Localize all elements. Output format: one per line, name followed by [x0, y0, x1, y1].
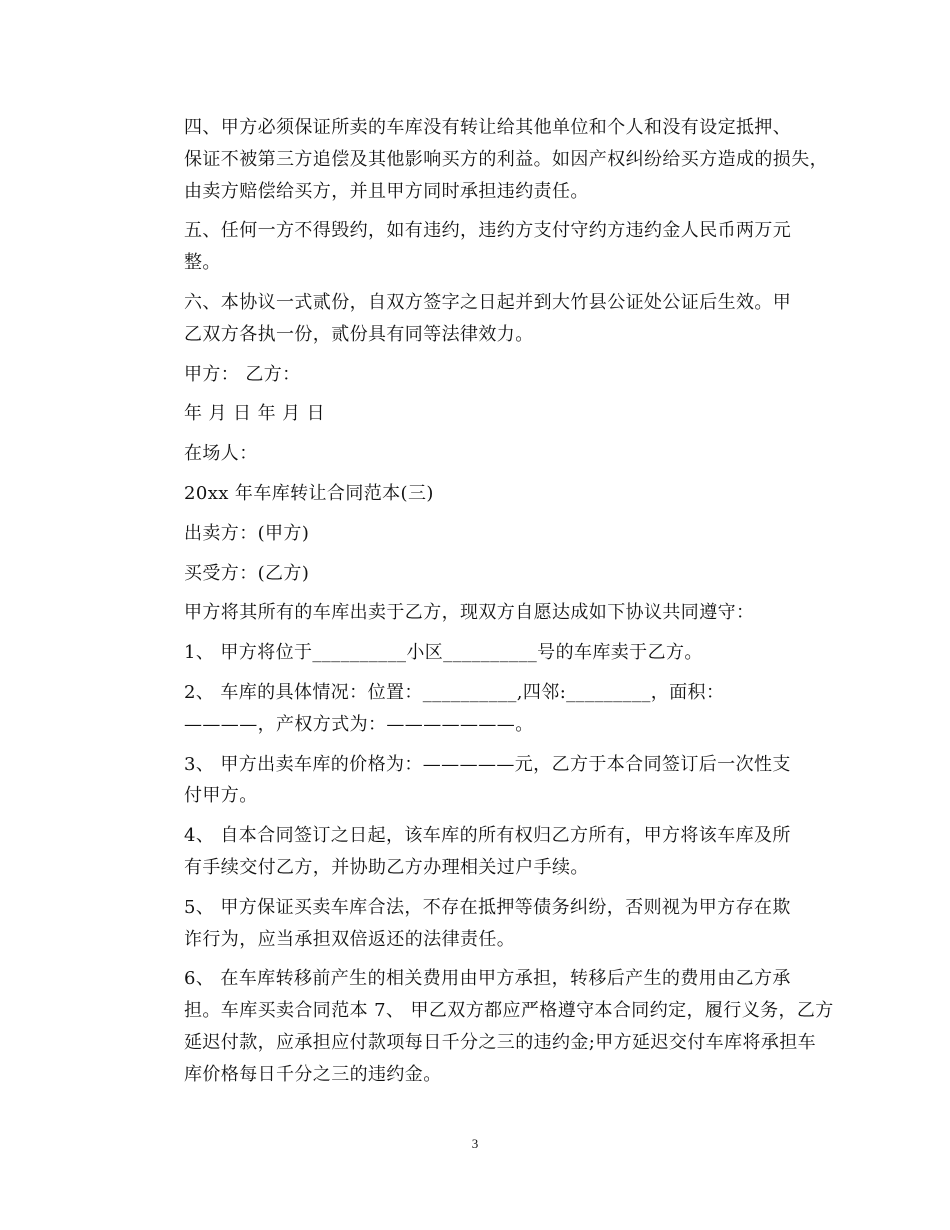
text-line: 4、 自本合同签订之日起，该车库的所有权归乙方所有，甲方将该车库及所	[184, 825, 791, 847]
text-line: 四、甲方必须保证所卖的车库没有转让给其他单位和个人和没有设定抵押、	[184, 117, 792, 138]
paragraph	[147, 637, 807, 669]
text-line: 担。车库买卖合同范本 7、 甲乙双方都应严格遵守本合同约定，履行义务，乙方	[184, 1000, 834, 1022]
contract-body	[147, 112, 834, 1099]
paragraph	[147, 112, 828, 207]
text-line: 六、本协议一式贰份，自双方签字之日起并到大竹县公证处公证后生效。甲	[184, 291, 792, 313]
paragraph	[147, 677, 807, 741]
text-line: 由卖方赔偿给买方，并且甲方同时承担违约责任。	[184, 180, 589, 202]
text-line: 保证不被第三方追偿及其他影响买方的利益。如因产权纠纷给买方造成的损失，	[184, 148, 828, 170]
text-line: 在场人：	[184, 443, 258, 465]
text-line: 甲方： 乙方：	[184, 363, 301, 385]
page-number: 3	[471, 1136, 479, 1151]
paragraph	[147, 287, 807, 351]
paragraph	[147, 438, 807, 470]
text-line: 延迟付款，应承担应付款项每日千分之三的违约金;甲方延迟交付车库将承担车	[184, 1031, 817, 1053]
text-line: 有手续交付乙方，并协助乙方办理相关过户手续。	[184, 856, 589, 878]
text-line: 5、 甲方保证买卖车库合法，不存在抵押等债务纠纷，否则视为甲方存在欺	[184, 896, 791, 918]
text-line: ————，产权方式为：———————。	[184, 713, 534, 735]
paragraph	[147, 215, 807, 279]
text-line: 买受方：(乙方)	[184, 562, 310, 584]
text-line: 付甲方。	[184, 785, 258, 807]
text-line: 整。	[184, 252, 221, 274]
paragraph	[147, 963, 834, 1090]
text-line: 6、 在车库转移前产生的相关费用由甲方承担，转移后产生的费用由乙方承	[184, 968, 791, 990]
text-line: 20xx 年车库转让合同范本(三)	[184, 482, 434, 504]
paragraph	[147, 558, 807, 590]
paragraph	[147, 749, 807, 813]
text-line: 1、 甲方将位于__________小区__________号的车库卖于乙方。	[184, 642, 703, 664]
text-line: 年 月 日 年 月 日	[184, 403, 326, 425]
text-line: 3、 甲方出卖车库的价格为：—————元，乙方于本合同签订后一次性支	[184, 753, 791, 775]
paragraph	[147, 820, 807, 884]
text-line: 出卖方：(甲方)	[184, 522, 310, 544]
text-line: 2、 车库的具体情况：位置：__________,四邻:_________，面积：	[184, 681, 725, 703]
paragraph	[147, 398, 807, 430]
text-line: 甲方将其所有的车库出卖于乙方，现双方自愿达成如下协议共同遵守：	[184, 602, 755, 624]
text-line: 诈行为，应当承担双倍返还的法律责任。	[184, 928, 516, 950]
text-line: 五、任何一方不得毁约，如有违约，违约方支付守约方违约金人民币两万元	[184, 220, 792, 242]
paragraph	[147, 518, 807, 550]
paragraph	[147, 597, 807, 629]
text-line: 库价格每日千分之三的违约金。	[184, 1063, 442, 1085]
paragraph	[147, 478, 807, 510]
paragraph	[147, 892, 807, 956]
paragraph	[147, 359, 807, 391]
text-line: 乙双方各执一份，贰份具有同等法律效力。	[184, 323, 534, 345]
